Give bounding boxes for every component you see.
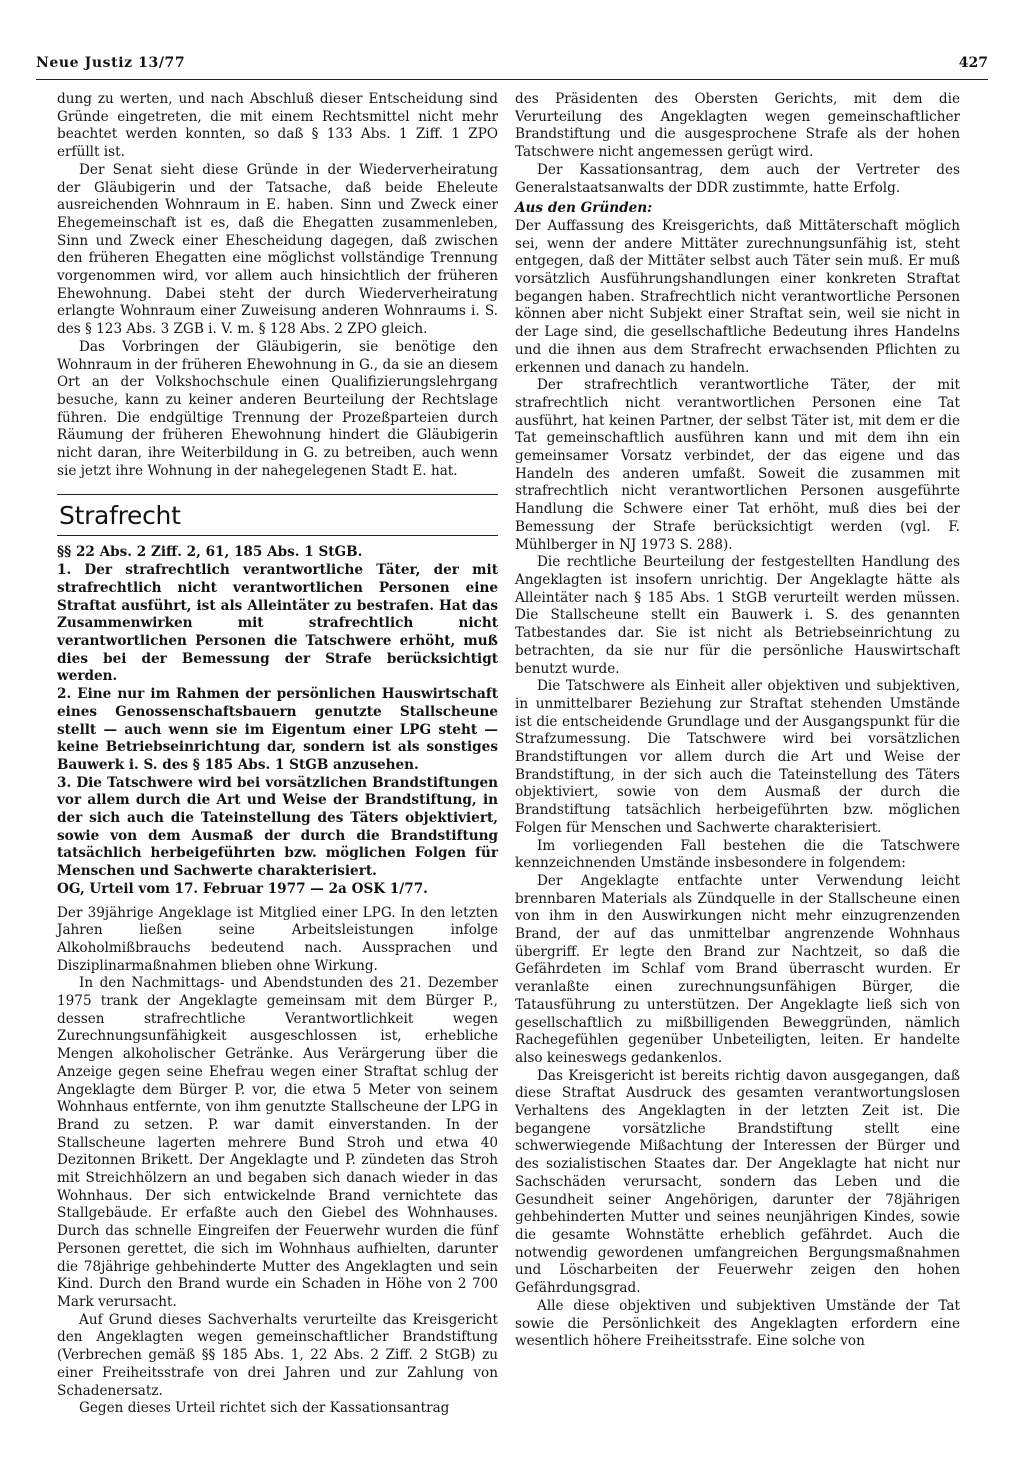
- body-paragraph: Die rechtliche Beurteilung der festgestellten Handlung des Angeklagten ist insofern unrichtig. Der Angeklagte hätte als Alleintäter nach § 185 Abs. 1 StGB verurteilt werden müssen. Die Stallscheune stellt ein Bauwerk i. S. des genannten Tatbestandes dar. Sie ist nicht als Betriebseinrichtung zu betrachten, da sie nur für die persönliche Hauswirtschaft benutzt wurde.: [515, 554, 960, 677]
- body-paragraph: Gegen dieses Urteil richtet sich der Kassationsantrag: [79, 1400, 450, 1417]
- court-decision-citation: OG, Urteil vom 17. Februar 1977 — 2a OSK 1/77.: [57, 880, 428, 897]
- left-column: [57, 91, 498, 1418]
- statute-reference: §§ 22 Abs. 2 Ziff. 2, 61, 185 Abs. 1 StGB.: [57, 544, 363, 561]
- body-paragraph: Die Tatschwere als Einheit aller objektiven und subjektiven, in unmittelbarer Beziehung zur Straftat stehenden Umstände ist die entscheidende Grundlage und der Ausgangspunkt für die Strafzumessung. Die Tatschwere wird bei vorsätzlichen Brandstiftungen vor allem durch die Art und Weise der Brandstiftung, in der sich auch die Tateinstellung des Täters objektiviert, sowie von dem Ausmaß der durch die Brandstiftung tatsächlich herbeigeführten bzw. möglichen Folgen für Menschen und Sachwerte charakterisiert.: [515, 678, 960, 836]
- body-paragraph: Auf Grund dieses Sachverhalts verurteilte das Kreisgericht den Angeklagten wegen gemeinschaftlicher Brandstiftung (Verbrechen gemäß §§ 185 Abs. 1, 22 Abs. 2 Ziff. 2 StGB) zu einer Freiheitsstrafe von drei Jahren und zur Zahlung von Schadenersatz.: [57, 1311, 498, 1399]
- body-paragraph: In den Nachmittags- und Abendstunden des 21. Dezember 1975 trank der Angeklagte gemeinsam mit dem Bürger P., dessen strafrechtliche Verantwortlichkeit wegen Zurechnungsunfähigkeit ausgeschlossen ist, erhebliche Mengen alkoholischer Getränke. Aus Verärgerung über die Anzeige gegen seine Ehefrau wegen einer Straftat schlug der Angeklagte dem Bürger P. vor, die etwa 5 Meter von seinem Wohnhaus entfernte, von ihm genutzte Stallscheune der LPG in Brand zu setzen. P. war damit einverstanden. In der Stallscheune lagerten mehrere Bund Stroh und etwa 40 Dezitonnen Brikett. Der Angeklagte und P. zündeten das Stroh mit Streichhölzern an und begaben sich danach wieder in das Wohnhaus. Der sich entwickelnde Brand vernichtete das Stallgebäude. Er erfaßte auch den Giebel des Wohnhauses. Durch das schnelle Eingreifen der Feuerwehr wurden die fünf Personen gerettet, die sich im Wohnhaus aufhielten, darunter die 78jährige gehbehinderte Mutter des Angeklagten und sein Kind. Durch den Brand wurde ein Schaden in Höhe von 2 700 Mark verursacht.: [57, 975, 498, 1310]
- body-paragraph: Der Senat sieht diese Gründe in der Wiederverheiratung der Gläubigerin und der Tatsache, daß beide Eheleute ausreichenden Wohnraum in E. haben. Sinn und Zweck einer Ehegemeinschaft ist es, daß die Ehegatten zusammenleben, Sinn und Zweck einer Ehescheidung dagegen, daß zwischen den früheren Ehegatten eine möglichst vollständige Trennung vorgenommen wird, vor allem auch hinsichtlich der früheren Ehewohnung. Dabei steht der durch Wiederverheiratung erlangte Wohnraum einer Zuweisung anderen Wohnraums i. S. des § 123 Abs. 3 ZGB i. V. m. § 128 Abs. 2 ZPO gleich.: [57, 161, 498, 338]
- body-paragraph: Der Angeklagte entfachte unter Verwendung leicht brennbaren Materials als Zündquelle in der Stallscheune einen von ihm in den Auswirkungen nicht mehr einzugrenzenden Brand, der auf das unmittelbar angrenzende Wohnhaus übergriff. Er legte den Brand zur Nachtzeit, so daß die Gefährdeten im Schlaf vom Brand überrascht wurden. Er veranlaßte einen zurechnungsunfähigen Bürger, die Tatausführung zu unterstützen. Der Angeklagte ließ sich von gesellschaftlich zu mißbilligenden Beweggründen, nämlich Rachegefühlen gegenüber Unbeteiligten, leiten. Er handelte also keineswegs gedankenlos.: [515, 872, 960, 1066]
- body-paragraph: des Präsidenten des Obersten Gerichts, mit dem die Verurteilung des Angeklagten wegen gemeinschaftlicher Brandstiftung und die ausgesprochene Strafe als der hohen Tatschwere nicht angemessen gerügt wird.: [515, 91, 960, 161]
- body-paragraph: Das Kreisgericht ist bereits richtig davon ausgegangen, daß diese Straftat Ausdruck des gesamten verantwortungslosen Verhaltens des Angeklagten in der letzten Zeit ist. Die begangene vorsätzliche Brandstiftung stellt eine schwerwiegende Mißachtung der Interessen der Bürger und des sozialistischen Staates dar. Der Angeklagte hat nicht nur Sachschäden verursacht, sondern das Leben und die Gesundheit seiner Angehörigen, darunter der 78jährigen gehbehinderten Mutter und seines neunjährigen Kindes, sowie die gesamte Wohnstätte erheblich gefährdet. Auch die notwendig gewordenen umfangreichen Bergungsmaßnahmen und Löscharbeiten der Feuerwehr zeigen den hohen Gefährdungsgrad.: [515, 1067, 960, 1297]
- body-paragraph: dung zu werten, und nach Abschluß dieser Entscheidung sind Gründe eingetreten, die mit einem Rechtsmittel nicht mehr beachtet werden konnten, so daß § 133 Abs. 1 Ziff. 1 ZPO erfüllt ist.: [57, 91, 498, 161]
- section-title: Strafrecht: [57, 494, 498, 536]
- body-paragraph: Im vorliegenden Fall bestehen die die Tatschwere kennzeichnenden Umstände insbesondere in folgendem:: [515, 837, 960, 872]
- body-paragraph: Das Vorbringen der Gläubigerin, sie benötige den Wohnraum in der früheren Ehewohnung in G., da sie an diesem Ort an der Volkshochschule einen Qualifizierungslehrgang besuche, kann zu keiner anderen Beurteilung der Rechtslage führen. Die endgültige Trennung der Prozeßparteien durch Räumung der früheren Ehewohnung hindert die Gläubigerin nicht daran, ihre Weiterbildung in G. zu betreiben, auch wenn sie jetzt ihre Wohnung in der nahegelegenen Stadt E. hat.: [57, 338, 498, 479]
- body-paragraph: Der Kassationsantrag, dem auch der Vertreter des Generalstaatsanwalts der DDR zustimmte, hatte Erfolg.: [515, 161, 960, 196]
- body-paragraph: Alle diese objektiven und subjektiven Umstände der Tat sowie die Persönlichkeit des Angeklagten erfordern eine wesentlich höhere Freiheitsstrafe. Eine solche von: [515, 1297, 960, 1350]
- body-paragraph: Der strafrechtlich verantwortliche Täter, der mit strafrechtlich nicht verantwortlichen Personen eine Tat ausführt, hat keinen Partner, der selbst Täter ist, mit dem er die Tat gemeinschaftlich ausführen kann und mit dem ihn ein gemeinsamer Vorsatz verbindet, der das eigene und das Handeln des anderen umfaßt. Soweit die zusammen mit strafrechtlich nicht verantwortlichen Personen ausgeführte Handlung die Schwere einer Tat erhöht, muß dies bei der Bemessung der Strafe berücksichtigt werden (vgl. F. Mühlberger in NJ 1973 S. 288).: [515, 377, 960, 553]
- reasons-heading: Aus den Gründen:: [515, 200, 653, 217]
- journal-title: Neue Justiz 13/77: [36, 55, 186, 71]
- body-paragraph: Der Auffassung des Kreisgerichts, daß Mittäterschaft möglich sei, wenn der andere Mittäter zurechnungsunfähig ist, steht entgegen, daß der Mittäter selbst auch Täter sein muß. Er muß vorsätzlich Ausführungshandlungen einer konkreten Straftat begangen haben. Strafrechtlich nicht verantwortliche Personen können aber nicht Subjekt einer Straftat sein, weil sie nicht in der Lage sind, die gesellschaftliche Bedeutung ihres Handelns und die ihnen aus dem Strafrecht erwachsenden Pflichten zu erkennen und danach zu handeln.: [515, 217, 960, 376]
- headnote: 1. Der strafrechtlich verantwortliche Täter, der mit strafrechtlich nicht verantwortlichen Personen eine Straftat ausführt, ist als Alleintäter zu bestrafen. Hat das Zusammenwirken mit strafrechtlich nicht verantwortlichen Personen die Tatschwere erhöht, muß dies bei der Bemessung der Strafe berücksichtigt werden.: [57, 562, 498, 685]
- body-paragraph: Der 39jährige Angeklage ist Mitglied einer LPG. In den letzten Jahren ließen seine Arbeitsleistungen infolge Alkoholmißbrauchs bedeutend nach. Aussprachen und Disziplinarmaßnahmen blieben ohne Wirkung.: [57, 904, 498, 974]
- page-number: 427: [958, 55, 988, 71]
- headnote: 2. Eine nur im Rahmen der persönlichen Hauswirtschaft eines Genossenschaftsbauern genutzte Stallscheune stellt — auch wenn sie im Eigentum einer LPG steht — keine Betriebseinrichtung dar, sondern ist als sonstiges Bauwerk i. S. des § 185 Abs. 1 StGB anzusehen.: [57, 686, 498, 773]
- headnote: 3. Die Tatschwere wird bei vorsätzlichen Brandstiftungen vor allem durch die Art und Weise der Brandstiftung, in der sich auch die Tateinstellung des Täters objektiviert, sowie von dem Ausmaß der durch die Brandstiftung tatsächlich herbeigeführten bzw. möglichen Folgen für Menschen und Sachwerte charakterisiert.: [57, 774, 498, 880]
- right-column: [515, 91, 960, 1351]
- page-header: [36, 55, 988, 80]
